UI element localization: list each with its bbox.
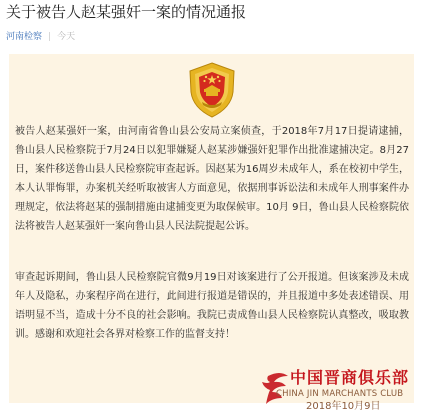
body-paragraph-2: 审查起诉期间，鲁山县人民检察院官微9月19日对该案进行了公开报道。但该案涉及未成年人及隐私，办案程序尚在进行，此间进行报道是错误的，并且报道中多处表述错误、用语明显不当，造成十分不良的社会影响。我院已责成鲁山县人民检察院认真整改，吸取教训。感谢和欢迎社会各界对检察工作的监督支持！: [15, 272, 409, 340]
meta-divider: |: [48, 32, 52, 42]
watermark-name-cn: 中国晋商俱乐部: [290, 368, 410, 387]
club-logo-icon: [258, 368, 292, 408]
watermark-name-en: CHINA JIN MARCHANTS CLUB: [276, 389, 404, 399]
article-title: 关于被告人赵某强奸一案的情况通报: [6, 3, 247, 21]
watermark: [258, 368, 418, 416]
publish-date: 今天: [57, 32, 76, 42]
source-link[interactable]: 河南检察: [6, 32, 43, 42]
watermark-date: 2018年10月9日: [306, 401, 381, 412]
procuratorate-emblem-icon: [187, 62, 237, 118]
article-body-card: [9, 54, 414, 403]
body-paragraph-1: 被告人赵某强奸一案，由河南省鲁山县公安局立案侦查，于2018年7月17日提请逮捕，鲁山县人民检察院于7月24日以犯罪嫌疑人赵某涉嫌强奸犯罪作出批准逮捕决定。8月27日，案件移送鲁山县人民检察院审查起诉。因赵某为16周岁未成年人，系在校初中学生，本人认罪悔罪，办案机关经听取被害人方面意见，依据刑事诉讼法和未成年人刑事案件办理规定，依法将赵某的强制措施由逮捕变更为取保候审。10月 9日，鲁山县人民检察院依法将被告人赵某强奸一案向鲁山县人民法院提起公诉。: [15, 126, 409, 232]
article-meta: [6, 30, 75, 44]
